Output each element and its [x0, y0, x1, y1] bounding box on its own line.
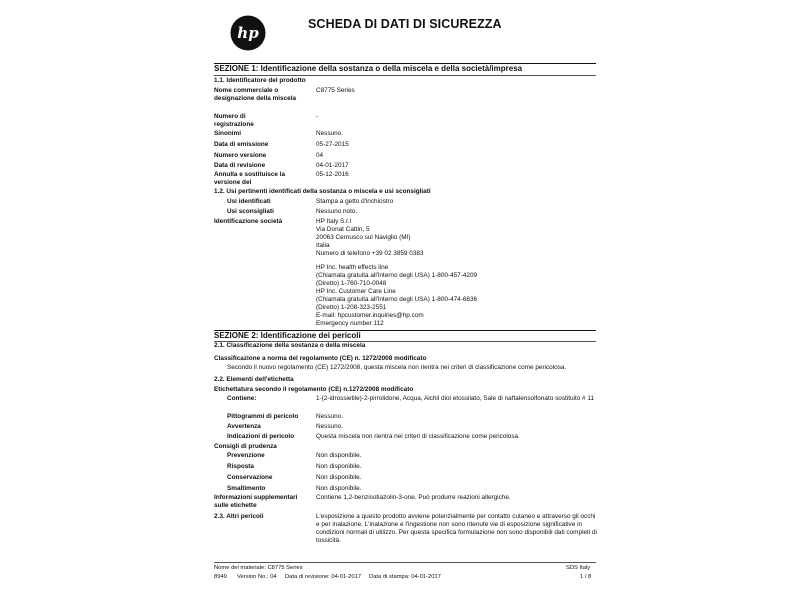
company-line: Numero di telefono +39 02 3859 0383	[316, 250, 424, 257]
conservazione-label: Conservazione	[227, 474, 273, 481]
field-label-usi-identificati: Usi identificati	[227, 198, 271, 205]
contiene-label: Contiene:	[227, 395, 257, 402]
field-label-nome: Nome commerciale o designazione della miscela	[214, 87, 297, 102]
footer-code: 8949	[214, 574, 227, 580]
company-line: (Chiamata gratuita all'interno degli USA) 1-800-457-4209	[316, 272, 478, 279]
classification-heading: Classificazione a norma del regolamento (CE) n. 1272/2008 modificato	[214, 355, 427, 362]
company-line: Italia	[316, 242, 330, 249]
company-line: (Chiamata gratuita all'interno degli USA) 1-800-474-6836	[316, 296, 478, 303]
footer-page-number: 1 / 8	[580, 574, 592, 580]
field-value-usi-sconsigliati: Nessuno noto.	[316, 208, 358, 215]
field-value-sinonimi: Nessuno.	[316, 130, 343, 137]
footer-sds: SDS Italy	[566, 565, 591, 571]
classification-text: Secondo il nuovo regolamento (CE) 1272/2008, questa miscela non rientra nei criteri di classificazione come pericolosa.	[227, 364, 567, 371]
contiene-value: 1-(2-idrossietile)-2-pirrolidone, Acqua, Alchil diol etossilato, Sale di naftalensolfonato sostituito # 11	[316, 395, 595, 402]
company-line: Via Donat Cattin, 5	[316, 226, 370, 233]
section2-title: SEZIONE 2: Identificazione dei pericoli	[214, 331, 361, 340]
subsection-2-2: 2.2. Elementi dell'etichetta	[214, 376, 294, 383]
field-label-versione: Numero versione	[214, 152, 267, 159]
subsection-2-1: 2.1. Classificazione della sostanza o della miscela	[214, 342, 366, 349]
field-label-registrazione: Numero di registrazione	[214, 113, 254, 128]
indicazioni-value: Questa miscela non rientra nei criteri di classificazione come pericolosa.	[316, 433, 520, 440]
company-line: HP Inc. health effects line	[316, 264, 389, 271]
company-line: 20063 Cernusco sul Naviglio (MI)	[316, 234, 411, 241]
field-value-revisione: 04-01-2017	[316, 162, 349, 169]
company-line: HP Italy S.r.l	[316, 218, 352, 225]
subsection-1-2: 1.2. Usi pertinenti identificati della sostanza o miscela e usi sconsigliati	[214, 188, 431, 195]
section1-title: SEZIONE 1: Identificazione della sostanza o della miscela e della società/impresa	[214, 64, 523, 73]
field-value-registrazione: -	[316, 113, 319, 120]
company-line: (Diretto) 1-760-710-0048	[316, 280, 387, 287]
prevenzione-label: Prevenzione	[227, 452, 265, 459]
risposta-value: Non disponibile.	[316, 463, 362, 470]
labelling-heading: Etichettatura secondo il regolamento (CE) n.1272/2008 modificato	[214, 386, 414, 393]
subsection-1-1: 1.1. Identificatore del prodotto	[214, 77, 306, 84]
section-thin-rule	[214, 75, 596, 76]
consigli-heading: Consigli di prudenza	[214, 443, 277, 450]
field-label-emissione: Data di emissione	[214, 141, 269, 148]
field-value-emissione: 05-27-2015	[316, 141, 349, 148]
risposta-label: Risposta	[227, 463, 254, 470]
altri-pericoli-value: L'esposizione a questo prodotto avviene potenzialmente per contatto cutaneo e attraverso gli occhi e per inalazione. L'inalazione e l'ingestione non sono ritenute vie di esposizione significative in condizioni normali di utilizzo. Per questa specifica formulazione non sono disponibili dati completi di tossicità.	[316, 513, 597, 544]
pittogrammi-value: Nessuno.	[316, 413, 343, 420]
company-email: E-mail: hpcustomer.inquiries@hp.com	[316, 312, 424, 319]
field-value-versione: 04	[316, 152, 324, 159]
footer-version: Version No.: 04	[237, 574, 277, 580]
field-label-usi-sconsigliati: Usi sconsigliati	[227, 208, 274, 215]
field-label-annulla: Annulla e sostituisce la versione del	[214, 171, 286, 186]
conservazione-value: Non disponibile.	[316, 474, 362, 481]
info-supplementari-value: Contiene 1,2-benzisotiazolin-3-one. Può produrre reazioni allergiche.	[316, 494, 511, 501]
company-line: HP Inc. Customer Care Line	[316, 288, 396, 295]
smaltimento-label: Smaltimento	[227, 485, 266, 492]
company-line: Emergency number 112	[316, 320, 384, 327]
smaltimento-value: Non disponibile.	[316, 485, 362, 492]
footer-material: Nome del materiale: C8775 Series	[214, 565, 303, 571]
footer-print-date: Data di stampa: 04-01-2017	[369, 574, 441, 580]
avvertenza-label: Avvertenza	[227, 423, 261, 430]
pittogrammi-label: Pittogrammi di pericolo	[227, 413, 299, 420]
field-value-nome: C8775 Series	[316, 87, 355, 94]
info-supplementari-label: Informazioni supplementari sulle etichette	[214, 494, 298, 509]
prevenzione-value: Non disponibile.	[316, 452, 362, 459]
hp-logo	[230, 15, 266, 51]
footer-revision-date: Data di revisione: 04-01-2017	[285, 574, 362, 580]
field-value-annulla: 05-12-2016	[316, 171, 349, 178]
company-line: (Diretto) 1-208-323-2551	[316, 304, 387, 311]
avvertenza-value: Nessuno.	[316, 423, 343, 430]
hp-logo-text: hp	[237, 24, 259, 42]
field-label-societa: Identificazione società	[214, 218, 283, 225]
field-label-sinonimi: Sinonimi	[214, 130, 241, 137]
field-label-revisione: Data di revisione	[214, 162, 266, 169]
indicazioni-label: Indicazioni di pericolo	[227, 433, 295, 440]
field-value-usi-identificati: Stampa a getto d'inchiostro	[316, 198, 394, 205]
footer-rule	[214, 562, 596, 563]
subsection-2-3: 2.3. Altri pericoli	[214, 513, 264, 520]
document-title: SCHEDA DI DATI DI SICUREZZA	[308, 17, 502, 31]
